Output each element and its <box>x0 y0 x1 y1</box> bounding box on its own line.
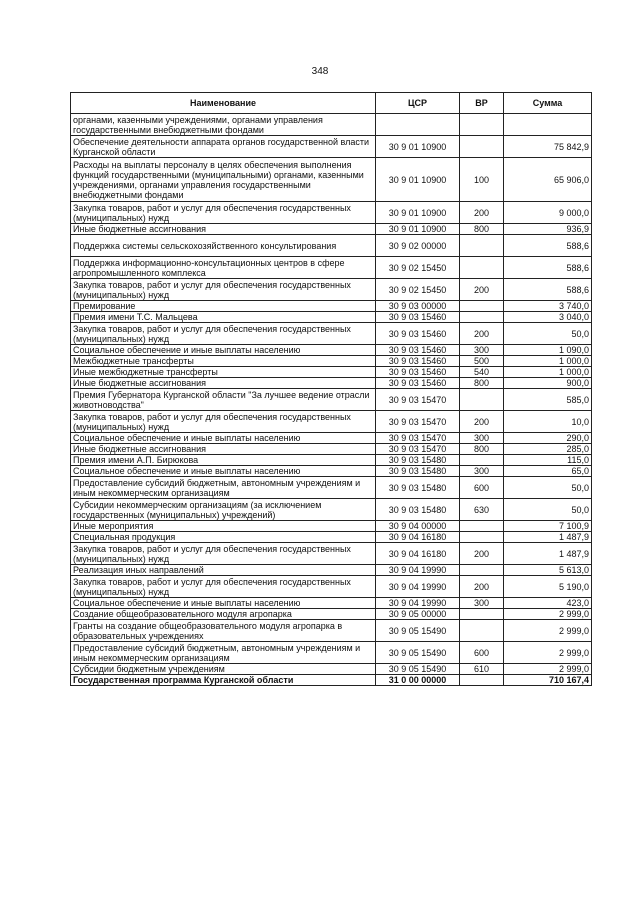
table-row <box>71 323 592 345</box>
table-row <box>71 114 592 136</box>
cell-vr: 300 <box>460 598 504 609</box>
cell-vr: 500 <box>460 356 504 367</box>
cell-csr: 30 9 03 15460 <box>376 367 460 378</box>
cell-csr: 30 9 04 00000 <box>376 521 460 532</box>
cell-csr: 30 9 03 00000 <box>376 301 460 312</box>
cell-name: Иные мероприятия <box>71 521 376 532</box>
cell-vr <box>460 235 504 257</box>
cell-vr <box>460 114 504 136</box>
cell-sum: 900,0 <box>504 378 592 389</box>
cell-csr: 30 9 04 19990 <box>376 565 460 576</box>
table-row <box>71 202 592 224</box>
cell-vr: 300 <box>460 345 504 356</box>
table-row <box>71 455 592 466</box>
cell-name: Гранты на создание общеобразовательного модуля агропарка в образовательных учреждениях <box>71 620 376 642</box>
cell-csr: 30 9 03 15470 <box>376 411 460 433</box>
cell-csr: 30 9 05 15490 <box>376 642 460 664</box>
cell-sum: 285,0 <box>504 444 592 455</box>
cell-name: Расходы на выплаты персоналу в целях обеспечения выполнения функций государственными (муниципальными) органами, казенными учреждениями, органами управления государственными внебюджетными фондами <box>71 158 376 202</box>
cell-sum: 2 999,0 <box>504 664 592 675</box>
cell-vr <box>460 609 504 620</box>
cell-name: Иные межбюджетные трансферты <box>71 367 376 378</box>
cell-sum: 710 167,4 <box>504 675 592 686</box>
cell-sum: 3 740,0 <box>504 301 592 312</box>
cell-vr <box>460 521 504 532</box>
cell-csr: 30 9 03 15480 <box>376 499 460 521</box>
cell-name: Социальное обеспечение и иные выплаты населению <box>71 466 376 477</box>
cell-csr: 30 9 03 15460 <box>376 312 460 323</box>
table-row <box>71 521 592 532</box>
cell-vr: 200 <box>460 202 504 224</box>
cell-csr: 30 9 01 10900 <box>376 202 460 224</box>
cell-sum: 1 487,9 <box>504 543 592 565</box>
cell-sum: 2 999,0 <box>504 609 592 620</box>
cell-sum: 10,0 <box>504 411 592 433</box>
cell-name: Иные бюджетные ассигнования <box>71 224 376 235</box>
cell-name: Закупка товаров, работ и услуг для обеспечения государственных (муниципальных) нужд <box>71 279 376 301</box>
cell-sum: 588,6 <box>504 257 592 279</box>
cell-name: Обеспечение деятельности аппарата органов государственной власти Курганской области <box>71 136 376 158</box>
table-row <box>71 620 592 642</box>
cell-csr: 30 9 01 10900 <box>376 136 460 158</box>
cell-name: Иные бюджетные ассигнования <box>71 378 376 389</box>
table-row <box>71 477 592 499</box>
cell-csr: 30 9 03 15480 <box>376 455 460 466</box>
cell-vr <box>460 455 504 466</box>
cell-name: Премия имени А.П. Бирюкова <box>71 455 376 466</box>
table-row <box>71 598 592 609</box>
budget-table <box>70 92 592 686</box>
cell-vr <box>460 532 504 543</box>
cell-sum: 423,0 <box>504 598 592 609</box>
cell-name: Субсидии некоммерческим организациям (за исключением государственных (муниципальных) учреждений) <box>71 499 376 521</box>
table-row <box>71 279 592 301</box>
table-row <box>71 312 592 323</box>
cell-name: Закупка товаров, работ и услуг для обеспечения государственных (муниципальных) нужд <box>71 323 376 345</box>
table-row <box>71 576 592 598</box>
cell-vr: 200 <box>460 543 504 565</box>
table-body <box>71 114 592 686</box>
cell-sum: 7 100,9 <box>504 521 592 532</box>
cell-vr: 200 <box>460 323 504 345</box>
cell-name: Специальная продукция <box>71 532 376 543</box>
cell-csr <box>376 114 460 136</box>
cell-sum: 5 613,0 <box>504 565 592 576</box>
table-row <box>71 609 592 620</box>
cell-sum: 9 000,0 <box>504 202 592 224</box>
table-row <box>71 136 592 158</box>
cell-name: Создание общеобразовательного модуля агропарка <box>71 609 376 620</box>
table-row <box>71 466 592 477</box>
cell-csr: 30 9 01 10900 <box>376 224 460 235</box>
cell-vr: 300 <box>460 433 504 444</box>
cell-vr <box>460 136 504 158</box>
cell-name: Предоставление субсидий бюджетным, автономным учреждениям и иным некоммерческим организациям <box>71 642 376 664</box>
cell-name: Реализация иных направлений <box>71 565 376 576</box>
cell-vr: 600 <box>460 477 504 499</box>
cell-sum: 3 040,0 <box>504 312 592 323</box>
cell-sum: 2 999,0 <box>504 642 592 664</box>
cell-csr: 30 9 02 15450 <box>376 279 460 301</box>
table-row <box>71 235 592 257</box>
cell-sum: 588,6 <box>504 235 592 257</box>
cell-name: Закупка товаров, работ и услуг для обеспечения государственных (муниципальных) нужд <box>71 202 376 224</box>
header-csr: ЦСР <box>376 93 460 114</box>
header-sum: Сумма <box>504 93 592 114</box>
cell-name: Поддержка системы сельскохозяйственного консультирования <box>71 235 376 257</box>
cell-vr <box>460 389 504 411</box>
cell-vr: 100 <box>460 158 504 202</box>
cell-name: Поддержка информационно-консультационных центров в сфере агропромышленного комплекса <box>71 257 376 279</box>
cell-sum: 50,0 <box>504 499 592 521</box>
page-number: 348 <box>311 66 329 77</box>
cell-csr: 30 9 03 15470 <box>376 444 460 455</box>
cell-sum <box>504 114 592 136</box>
cell-name: Субсидии бюджетным учреждениям <box>71 664 376 675</box>
cell-vr: 600 <box>460 642 504 664</box>
cell-csr: 30 9 04 19990 <box>376 576 460 598</box>
cell-name: Социальное обеспечение и иные выплаты населению <box>71 433 376 444</box>
cell-vr: 630 <box>460 499 504 521</box>
cell-name: Закупка товаров, работ и услуг для обеспечения государственных (муниципальных) нужд <box>71 543 376 565</box>
table-header-row <box>71 93 592 114</box>
cell-name: Социальное обеспечение и иные выплаты населению <box>71 345 376 356</box>
cell-name: Государственная программа Курганской области <box>71 675 376 686</box>
table-row <box>71 301 592 312</box>
cell-csr: 30 9 03 15460 <box>376 356 460 367</box>
cell-csr: 31 0 00 00000 <box>376 675 460 686</box>
cell-vr <box>460 257 504 279</box>
cell-name: органами, казенными учреждениями, органами управления государственными внебюджетными фондами <box>71 114 376 136</box>
cell-vr: 300 <box>460 466 504 477</box>
cell-vr: 200 <box>460 411 504 433</box>
cell-sum: 5 190,0 <box>504 576 592 598</box>
cell-csr: 30 9 03 15480 <box>376 466 460 477</box>
cell-sum: 1 487,9 <box>504 532 592 543</box>
cell-csr: 30 9 05 15490 <box>376 664 460 675</box>
cell-csr: 30 9 03 15470 <box>376 433 460 444</box>
cell-sum: 2 999,0 <box>504 620 592 642</box>
cell-sum: 65 906,0 <box>504 158 592 202</box>
cell-sum: 936,9 <box>504 224 592 235</box>
cell-csr: 30 9 02 15450 <box>376 257 460 279</box>
table-row <box>71 543 592 565</box>
table-row <box>71 257 592 279</box>
cell-csr: 30 9 03 15460 <box>376 345 460 356</box>
table-row <box>71 158 592 202</box>
cell-sum: 588,6 <box>504 279 592 301</box>
cell-sum: 585,0 <box>504 389 592 411</box>
cell-vr <box>460 620 504 642</box>
cell-name: Закупка товаров, работ и услуг для обеспечения государственных (муниципальных) нужд <box>71 411 376 433</box>
cell-csr: 30 9 04 16180 <box>376 543 460 565</box>
cell-vr <box>460 301 504 312</box>
cell-vr <box>460 312 504 323</box>
table-row <box>71 664 592 675</box>
cell-csr: 30 9 01 10900 <box>376 158 460 202</box>
cell-vr: 800 <box>460 444 504 455</box>
cell-csr: 30 9 03 15460 <box>376 323 460 345</box>
cell-sum: 50,0 <box>504 323 592 345</box>
cell-name: Межбюджетные трансферты <box>71 356 376 367</box>
cell-csr: 30 9 05 00000 <box>376 609 460 620</box>
cell-sum: 65,0 <box>504 466 592 477</box>
table-row <box>71 565 592 576</box>
table-row <box>71 224 592 235</box>
cell-sum: 50,0 <box>504 477 592 499</box>
cell-name: Социальное обеспечение и иные выплаты населению <box>71 598 376 609</box>
table-row <box>71 356 592 367</box>
table-row <box>71 433 592 444</box>
cell-name: Предоставление субсидий бюджетным, автономным учреждениям и иным некоммерческим организациям <box>71 477 376 499</box>
cell-name: Премия имени Т.С. Мальцева <box>71 312 376 323</box>
cell-csr: 30 9 03 15480 <box>376 477 460 499</box>
table-row <box>71 411 592 433</box>
table-row <box>71 367 592 378</box>
table-row <box>71 389 592 411</box>
cell-vr <box>460 565 504 576</box>
cell-vr: 800 <box>460 224 504 235</box>
cell-csr: 30 9 04 19990 <box>376 598 460 609</box>
cell-vr: 800 <box>460 378 504 389</box>
table-row <box>71 675 592 686</box>
header-vr: ВР <box>460 93 504 114</box>
cell-vr: 540 <box>460 367 504 378</box>
cell-sum: 1 000,0 <box>504 367 592 378</box>
cell-sum: 290,0 <box>504 433 592 444</box>
table-row <box>71 345 592 356</box>
table-row <box>71 642 592 664</box>
cell-csr: 30 9 03 15470 <box>376 389 460 411</box>
cell-csr: 30 9 05 15490 <box>376 620 460 642</box>
cell-vr: 200 <box>460 576 504 598</box>
cell-vr: 200 <box>460 279 504 301</box>
cell-name: Иные бюджетные ассигнования <box>71 444 376 455</box>
cell-vr <box>460 675 504 686</box>
cell-sum: 75 842,9 <box>504 136 592 158</box>
cell-name: Премирование <box>71 301 376 312</box>
cell-sum: 1 000,0 <box>504 356 592 367</box>
cell-vr: 610 <box>460 664 504 675</box>
cell-name: Премия Губернатора Курганской области "За лучшее ведение отрасли животноводства" <box>71 389 376 411</box>
table-row <box>71 378 592 389</box>
cell-csr: 30 9 03 15460 <box>376 378 460 389</box>
cell-sum: 1 090,0 <box>504 345 592 356</box>
table-row <box>71 532 592 543</box>
cell-csr: 30 9 04 16180 <box>376 532 460 543</box>
table-row <box>71 444 592 455</box>
cell-sum: 115,0 <box>504 455 592 466</box>
header-name: Наименование <box>71 93 376 114</box>
cell-csr: 30 9 02 00000 <box>376 235 460 257</box>
cell-name: Закупка товаров, работ и услуг для обеспечения государственных (муниципальных) нужд <box>71 576 376 598</box>
table-row <box>71 499 592 521</box>
